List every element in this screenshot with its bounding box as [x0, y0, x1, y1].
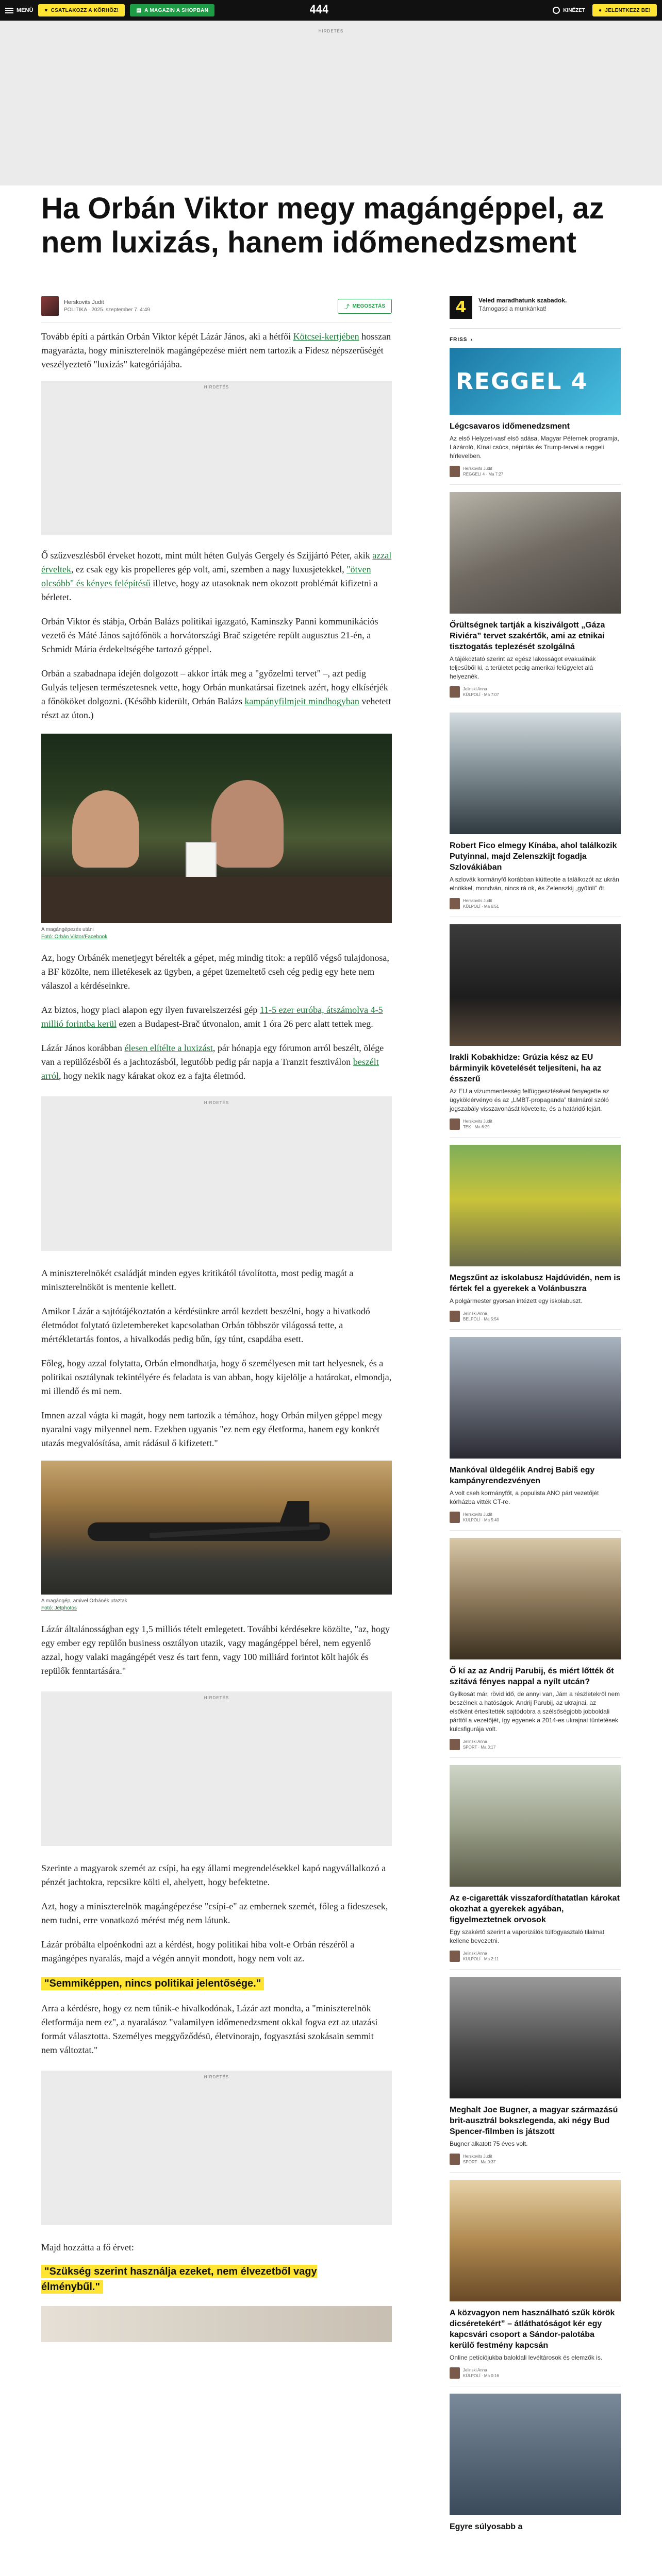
sidebar-item-image[interactable]	[450, 2394, 621, 2515]
inline-link[interactable]: élesen elítélte a luxizást	[124, 1043, 213, 1053]
sidebar-item-time: BELPOLÍ · Ma 5:54	[463, 1317, 499, 1321]
sidebar-item-meta	[450, 1118, 621, 1138]
sidebar-item-lead: A volt cseh kormányfőt, a populista ANO párt vezetőjét kórházba vitték CT-re.	[450, 1489, 599, 1505]
sidebar-item-title[interactable]: Ő kí az az Andrij Parubij, és miért lőtték őt szitává fényes nappal a nyílt utcán?	[450, 1667, 614, 1686]
person-figure	[211, 780, 284, 868]
top-navigation-bar	[0, 0, 662, 21]
inline-link[interactable]: kampányfilmjeit mindhogyban	[244, 696, 359, 706]
person-figure	[72, 790, 139, 868]
newsletter-banner[interactable]	[450, 348, 621, 415]
inline-link[interactable]: "ötven olcsóbb" és kényes felépítésű	[41, 564, 371, 588]
sidebar-item-time: TEK · Ma 6:29	[463, 1125, 490, 1129]
sidebar-item-author[interactable]: Herskovits Judit	[463, 1119, 492, 1124]
aircraft-tail	[278, 1501, 309, 1527]
ad-label: HIRDETÉS	[204, 1696, 229, 1700]
table-surface	[41, 877, 392, 923]
sidebar-item-title[interactable]: Egyre súlyosabb a	[450, 2522, 523, 2531]
highlight-quote: "Szükség szerint használja ezeket, nem élvezetből vagy élménybűl."	[41, 2266, 317, 2293]
sidebar-item-author[interactable]: Jelinski Anna	[463, 1739, 487, 1744]
paragraph: Amikor Lázár a sajtótájékoztatón a kérdésünkre arról kezdett beszélni, hogy a hivatkodó életmódot folytató üzletembereket kapcsolatban Orbán többször világossá tette, a mértékletartás fontos, a hivalkodás pedig bűn, így túnt, csapdába esett.	[41, 1306, 370, 1344]
sidebar-item-image[interactable]	[450, 1337, 621, 1459]
paragraph: Lázár általánosságban egy 1,5 milliós tételt emlegetett. További kérdésekre közölte, "az, hogy egy ember egy repülőn business osztályon utazik, vagy magángéppel bérel, nem egyenlő azzal, hogy valaki magángépét vesz és tart fenn, vagy 100 milliárd forintot költ hajók és repülők fenntartására."	[41, 1624, 390, 1676]
share-icon: ⤴	[344, 304, 350, 310]
paragraph: Szerinte a magyarok szemét az csípi, ha egy állami megrendelésekkel kapó nagyvállalkozó a pénzét jachtokra, repcsikre költi el, ahelyett, hogy befektetne.	[41, 1863, 386, 1887]
theme-icon	[553, 7, 560, 14]
sidebar-item-image[interactable]	[450, 2180, 621, 2301]
paragraph: Ő szűzveszlésből érveket hozott, mint múlt héten Gulyás Gergely és Szijjártó Péter, akik azzal érveltek, ez csak egy kis propelleres gép volt, ami, szemben a nagy luxusjetekkel, "ötven olcsóbb" és kényes felépítésű illetve, hogy az utasoknak nem okozott problémát kifizetni a bérletet.	[41, 550, 392, 602]
inline-link[interactable]: beszélt arról	[41, 1057, 379, 1081]
paragraph: Orbán Viktor és stábja, Orbán Balázs politikai igazgató, Kaminszky Panni kommunikációs vezető és Máté János sajtófőnök a horvátországi Brač szigetére repült augusztus 21-én, a Schmidt Mária érdekeltségébe tartozó géppel.	[41, 616, 378, 654]
appearance-button[interactable]	[553, 7, 585, 14]
sidebar-item-time: SPORT · Ma 3:17	[463, 1745, 496, 1750]
brand-logo: 4	[450, 296, 472, 319]
avatar	[450, 466, 460, 477]
inline-ad[interactable]	[41, 1691, 392, 1846]
sidebar-item-author[interactable]: Jelinski Anna	[463, 2368, 487, 2372]
sidebar-item-title[interactable]: Légcsavaros időmenedzsment	[450, 422, 570, 431]
author-name[interactable]: Herskovits Judit	[64, 299, 104, 306]
sidebar-item-lead: Az első Helyzet-vasf első adása, Magyar Péternek programja, Lázároló, Kínai csúcs, népirtás és Trump-tervei a reggeli hírlevelben.	[450, 435, 619, 460]
article-photo-aircraft[interactable]	[41, 1461, 392, 1595]
photo-credit[interactable]: Fotó: Orbán Viktor/Facebook	[41, 934, 108, 940]
paragraph: Főleg, hogy azzal folytatta, Orbán elmondhatja, hogy ő személyesen mit tart helyesnek, és a politikai osztálynak tekintélyére és feladata is van abban, hogy kijelölje a határokat, elmondja, mi illendő és mi nem.	[41, 1358, 392, 1396]
ad-label: HIRDETÉS	[318, 29, 344, 33]
support-promo[interactable]	[450, 296, 621, 329]
paragraph: Az, hogy Orbánék menetjegyt bérelték a gépet, még mindig titok: a repülő végső tulajdonosa, a BF közölte, nem illetékesek az ügyben, a gépet üzemeltető cseh cég pedig egy hete nem válaszol a kérdéseinkre.	[41, 953, 389, 991]
sidebar-item-lead: Az EU a vízummentesség felfüggesztésével fenyegette az ügyköklérvényo és az „LMBT-propaganda” tilalmáról szóló jogszabály visszavonását követelte, és a határidő lejárt.	[450, 1088, 609, 1112]
sidebar-item-title[interactable]: Irakli Kobakhidze: Grúzia kész az EU bárminyik követelését teljesíteni, ha az ésszerű	[450, 1053, 602, 1083]
sidebar	[450, 296, 621, 2532]
sidebar-item-lead: Bugner alkatott 75 éves volt.	[450, 2140, 528, 2147]
sidebar-item-time: KÜLPOLÍ · Ma 2:11	[463, 1957, 499, 1961]
login-button[interactable]	[592, 4, 657, 16]
sidebar-item-author[interactable]: Herskovits Judit	[463, 466, 492, 471]
sidebar-item-meta	[450, 466, 621, 485]
sidebar-item-meta	[450, 898, 621, 917]
sidebar-item-lead: Egy szakértő szerint a vaporizálók túlfogyasztaló tilalmat kellene bevezetni.	[450, 1928, 605, 1944]
sidebar-item-title[interactable]: A közvagyon nem használható szűk körök dicséretekért” – átláthatóságot kér egy kapcsvári csoport a Sándor-palotába kerülő festmény kapcsán	[450, 2309, 615, 2350]
sidebar-item-title[interactable]: Mankóval üldegélik Andrej Babiš egy kampányrendezvényen	[450, 1466, 595, 1485]
avatar	[450, 2367, 460, 2379]
paragraph: Az biztos, hogy piaci alapon egy ilyen fuvarelszerzési gép 11-5 ezer euróba, átszámolva 4-5 millió forintba kerül ezen a Budapest-Brač útvonalon, amit 1 óra 26 perc alatt tettek meg.	[41, 1005, 383, 1029]
ad-label: HIRDETÉS	[204, 385, 229, 389]
hamburger-icon	[5, 8, 13, 13]
paragraph: Lázár próbálta elpoénkodni azt a kérdést, hogy politikai hiba volt-e Orbán részéről a magángépes nyaralás, majd a végén annyit mondott, hogy nem volt az.	[41, 1939, 355, 1963]
inline-link[interactable]: azzal érveltek	[41, 550, 392, 574]
sidebar-item-author[interactable]: Jelinski Anna	[463, 1311, 487, 1316]
sidebar-item-image[interactable]	[450, 1977, 621, 2098]
avatar	[450, 1118, 460, 1130]
ad-label: HIRDETÉS	[204, 2075, 229, 2079]
sidebar-item-image[interactable]	[450, 492, 621, 614]
paragraph: Orbán a szabadnapa idején dolgozott – akkor írták meg a "győzelmi tervet" –, azt pedig Gulyás teljesen természetesnek vette, hogy Orbán munkatársai fizetnek azért, hogy elkísérjék a főnököket dolgozni. (Később kiderült, Orbán Balázs kampányfilmjeit mindhogyban vehetett részt az úton.)	[41, 668, 391, 720]
avatar	[450, 2154, 460, 2165]
highlight-quote: "Semmiképpen, nincs politikai jelentősége."	[41, 1977, 264, 1990]
sidebar-item-time: KÜLPOLÍ · Ma 6:51	[463, 904, 499, 909]
share-label: MEGOSZTÁS	[352, 303, 385, 309]
menu-button[interactable]	[5, 7, 33, 13]
paragraph: Majd hozzátta a fő érvet:	[41, 2242, 134, 2252]
sidebar-item-image[interactable]	[450, 713, 621, 834]
inline-ad[interactable]	[41, 381, 392, 535]
appearance-label: KINÉZET	[563, 7, 585, 13]
sidebar-item-lead: Online petíciójukba baloldali levéltárosok és elemzők is.	[450, 2354, 603, 2361]
sidebar-item-meta	[450, 1311, 621, 1330]
sidebar-item-author[interactable]: Jelinski Anna	[463, 1951, 487, 1956]
sidebar-item-title[interactable]: Őrültségnek tartják a kisziválgott „Gáza Riviéra” tervet szakértők, ami az etnikai tisztogatás teplezését szolgálná	[450, 621, 605, 651]
ad-label: HIRDETÉS	[204, 1100, 229, 1105]
photo-caption: A magángép, amivel Orbánék utaztak Fotó: Jetphotos	[41, 1598, 127, 1611]
sidebar-item-time: SPORT · Ma 0:37	[463, 2160, 496, 2164]
newsletter-title: REGGEL 4	[456, 368, 588, 395]
menu-label: MENÜ	[16, 7, 34, 13]
paragraph: Tovább építi a pártkán Orbán Viktor képét Lázár János, aki a hétfői Kötcsei-kertjében hosszan magyarázta, hogy miniszterelnök magángépezése miért nem tartozik a Fidesz népszerűségét veszélyeztető "luxizás" kategóriájába.	[41, 331, 391, 369]
avatar	[450, 1311, 460, 1322]
avatar	[450, 898, 460, 909]
sidebar-item-image[interactable]	[450, 1538, 621, 1659]
article-headline: Ha Orbán Viktor megy magángéppel, az nem luxizás, hanem időmenedzsment	[41, 192, 604, 259]
sidebar-item-title[interactable]: Robert Fico elmegy Kínába, ahol találkozik Putyinnal, majd Zelenszkijt fogadja Szlovákiában	[450, 841, 617, 872]
paragraph: A miniszterelnökét családját minden egyes kritikától távolította, most pedig magát a miniszterelnököt is mentenie kellett.	[41, 1268, 354, 1292]
paragraph: Arra a kérdésre, hogy ez nem tűnik-e hivalkodónak, Lázár azt mondta, a "miniszterelnök életformája nem ez", a nyaralásoz "valamilyen időmenedzsment okkal fogva ezt az utazási formát választotta. Személyes meggyőződésü, életvinorajn, fogyasztási szokásain semmit nem változtat."	[41, 2003, 378, 2055]
inline-link[interactable]: Kötcsei-kertjében	[293, 331, 359, 342]
sidebar-item-lead: Gyilkosát már, rövid idő, de annyi van, Jám a részletekről nem beszélnek a hatóságok. Andrij Parubij, az ukrajnai, az elsőként értesítették sajtódobra a szélsőségjobb jobboldali párttól a vezetőjét, így egyenek a 2014-es ukrajnai tüntetések kulcsfigurája volt.	[450, 1690, 620, 1733]
article-photo-dinner[interactable]	[41, 734, 392, 923]
site-logo[interactable]: 444	[309, 4, 328, 16]
sidebar-item-time: KÜLPOLÍ · Ma 0:16	[463, 2374, 499, 2378]
avatar	[450, 686, 460, 698]
sidebar-item-title[interactable]: Megszűnt az iskolabusz Hajdúvidén, nem is fértek fel a gyerekek a Volánbuszra	[450, 1274, 621, 1293]
sidebar-item-meta	[450, 1951, 621, 1970]
promo-subtitle: Támogasd a munkánkat!	[478, 305, 547, 312]
share-button[interactable]	[338, 299, 392, 314]
sidebar-item-author[interactable]: Herskovits Judit	[463, 899, 492, 903]
framed-picture	[186, 842, 217, 878]
sidebar-item-meta	[450, 1512, 621, 1531]
fresh-header: FRISS ›	[450, 337, 473, 343]
avatar	[450, 1951, 460, 1962]
promo-title: Veled maradhatunk szabadok.	[478, 297, 567, 304]
inline-ad[interactable]	[41, 2071, 392, 2225]
sidebar-item-author[interactable]: Herskovits Judit	[463, 2154, 492, 2159]
shop-button[interactable]	[130, 4, 214, 16]
author-bar	[41, 296, 392, 323]
author-avatar[interactable]	[41, 296, 59, 316]
sidebar-item-title[interactable]: Meghalt Joe Bugner, a magyar származású brit-ausztrál bokszlegenda, aki négy Bud Spencer-filmben is játszott	[450, 2106, 618, 2136]
sidebar-item-image[interactable]	[450, 1765, 621, 1887]
paragraph: Azt, hogy a miniszterelnök magángépezése "csípi-e" az embernek szemét, főleg a fideszesek, nem tudni, erre vonatkozó mérést még nem látunk.	[41, 1901, 388, 1925]
chevron-right-icon: ›	[470, 337, 473, 343]
join-label: CSATLAKOZZ A KÖRHÖZ!	[51, 7, 119, 13]
heart-icon: ♥	[44, 7, 48, 13]
sidebar-item-lead: A szlovák kormányfő korábban kiütteotte a találkozót az ukrán elnökkel, mondván, nincs rá ok, és Zelenszkij „gyűlöli” őt.	[450, 876, 619, 892]
sidebar-item-meta	[450, 686, 621, 705]
user-icon: ●	[599, 7, 602, 13]
avatar	[450, 1739, 460, 1750]
sidebar-item-title[interactable]: Az e-cigaretták visszafordíthatatlan károkat okozhat a gyerekek agyában, figyelmeztetnek orvosok	[450, 1894, 620, 1924]
sidebar-item-author[interactable]: Herskovits Judit	[463, 1512, 492, 1517]
login-label: JELENTKEZZ BE!	[605, 7, 651, 13]
sidebar-item-meta	[450, 2367, 621, 2386]
sidebar-item-image[interactable]	[450, 924, 621, 1046]
sidebar-item-time: KÜLPOLÍ · Ma 7:07	[463, 692, 499, 697]
article-meta: POLITIKA · 2025. szeptember 7. 4:49	[64, 307, 150, 313]
sidebar-item-time: REGGELI 4 · Ma 7:27	[463, 472, 504, 477]
sidebar-item-author[interactable]: Jelinski Anna	[463, 687, 487, 691]
join-button[interactable]	[38, 4, 125, 16]
book-icon: ▤	[136, 7, 142, 13]
paragraph: Imnen azzal vágta ki magát, hogy nem tartozik a témához, hogy Orbán milyen géppel megy nyaralni vagy milyennel nem. Ezekben ugyanis "ez nem egy életforma, hanem egy konkrét utazás megvalósítása, amit rádásul ő kifizetett."	[41, 1410, 383, 1448]
sidebar-item-meta	[450, 2154, 621, 2173]
paragraph: Lázár János korábban élesen elítélte a luxizást, pár hónapja egy fórumon arról beszélt, ölége van a repülőzésből és a jachtozásból, legutóbb pedig pár napja a Tranzit fesztiválon beszélt arról, hogy nekik nagy kárakat okoz ez a fajta életmód.	[41, 1043, 384, 1081]
sidebar-item-lead: A tájékoztató szerint az egész lakosságot evakuálnák teljesüből ki, a területet pedig amerikai felügyelet alá helyeznék.	[450, 655, 596, 680]
sidebar-item-meta	[450, 1739, 621, 1758]
article-body	[41, 296, 392, 2342]
shop-label: A MAGAZIN A SHOPBAN	[144, 7, 209, 13]
sidebar-item-image[interactable]	[450, 1145, 621, 1266]
inline-link[interactable]: 11-5 ezer euróba, átszámolva 4-5 millió forintba kerül	[41, 1005, 383, 1029]
article-photo-bottom[interactable]	[41, 2306, 392, 2342]
inline-ad[interactable]	[41, 1096, 392, 1251]
sidebar-item-lead: A polgármester gyorsan intézett egy iskolabuszt.	[450, 1297, 583, 1304]
avatar	[450, 1512, 460, 1523]
top-ad-banner[interactable]	[0, 21, 662, 185]
photo-credit[interactable]: Fotó: Jetphotos	[41, 1605, 77, 1611]
photo-caption: A magángépezés utáni Fotó: Orbán Viktor/Facebook	[41, 927, 108, 940]
sidebar-item-time: KÜLPOLÍ · Ma 5:40	[463, 1518, 499, 1522]
